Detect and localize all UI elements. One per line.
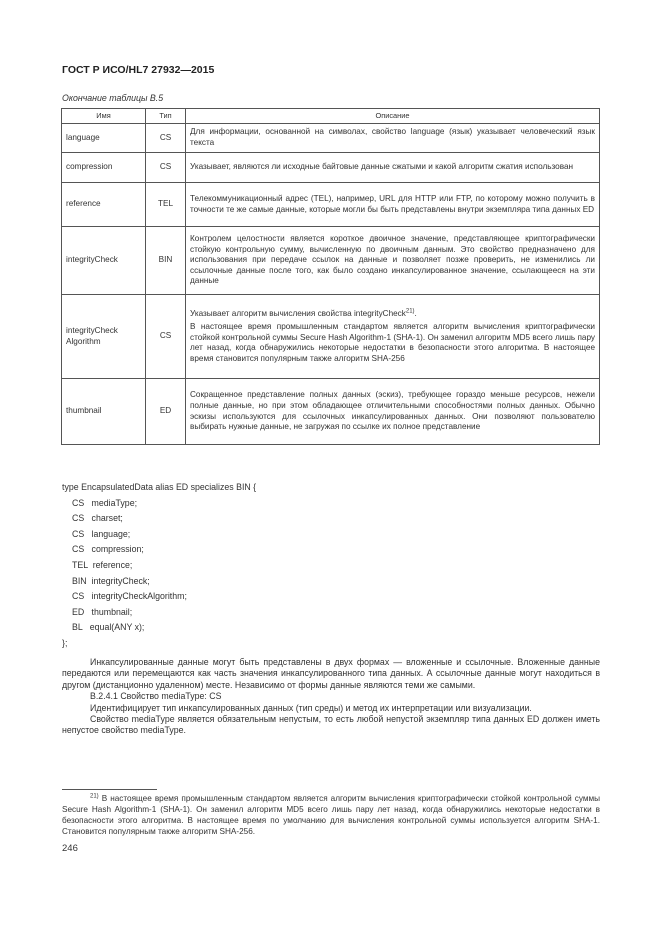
code-line: BL equal(ANY x); (72, 622, 145, 633)
table-row (62, 295, 600, 379)
document-header: ГОСТ Р ИСО/HL7 27932—2015 (62, 64, 215, 76)
cell-description (186, 227, 600, 295)
code-line: CS language; (72, 528, 131, 539)
description-text: Указывает алгоритм вычисления свойства integrityCheck$^{21)}$. (190, 307, 417, 318)
cell-description (186, 183, 600, 227)
description-text: Телекоммуникационный адрес (TEL), например, URL для HTTP или FTP, по которому можно получить в точности те же самые данные, которые могли бы быть представлены внутри экземпляра типа данных ED (190, 193, 595, 214)
body-text (62, 657, 600, 737)
column-header-name: Имя (62, 109, 146, 124)
code-line: ED thumbnail; (72, 606, 133, 617)
footnote-marker: 21) (90, 793, 99, 800)
properties-table (61, 108, 600, 445)
cell-name: language (62, 124, 146, 153)
page-number: 246 (62, 843, 78, 854)
code-line: CS integrityCheckAlgorithm; (72, 591, 187, 602)
table-row (62, 124, 600, 153)
code-line: TEL reference; (72, 559, 133, 570)
column-header-description: Описание (186, 109, 600, 124)
table-caption: Окончание таблицы В.5 (62, 93, 164, 103)
code-line: CS mediaType; (72, 497, 138, 508)
cell-description (186, 124, 600, 153)
table-row (62, 227, 600, 295)
code-line: BIN integrityCheck; (72, 575, 150, 586)
cell-type: BIN (146, 227, 186, 295)
type-definition-code (62, 480, 256, 652)
cell-name: reference (62, 183, 146, 227)
description-text: Указывает, являются ли исходные байтовые данные сжатыми и какой алгоритм сжатия использован (190, 162, 574, 172)
cell-type: ED (146, 379, 186, 445)
paragraph: Идентифицирует тип инкапсулированных данных (тип среды) и метод их интерпретации или визуализации. (90, 702, 532, 713)
cell-description (186, 295, 600, 379)
description-text: В настоящее время промышленным стандартом является алгоритм вычисления криптографически стойкой контрольной суммы Secure Hash Algorithm-1 (SHA-1). Он заменил алгоритм MD5 всего лишь пару лет назад, когда обнаружились некоторые недостатки в безопасности этого алгоритма. В настоящее время становится популярным также алгоритм SHA-256 (190, 322, 595, 363)
description-text: Для информации, основанной на символах, свойство language (язык) указывает человеческий язык текста (190, 127, 595, 147)
code-line: CS compression; (72, 544, 144, 555)
description-text: Сокращенное представление полных данных (эскиз), требующее гораздо меньше ресурсов, нежели полные данные, но при этом обладающее отличительными способностями полных данных. Обычно эскизы используются для ссылочных инкапсулированных данных. Они позволяют пользователю выбирать нужные данные, не загружая по ссылке их полное представление (190, 390, 595, 432)
code-line: }; (62, 637, 68, 648)
cell-name: integrityCheck Algorithm (62, 295, 146, 379)
cell-name: thumbnail (62, 379, 146, 445)
footnote-divider (62, 789, 157, 790)
cell-name: integrityCheck (62, 227, 146, 295)
cell-type: CS (146, 295, 186, 379)
paragraph: Свойство mediaType является обязательным непустым, то есть любой непустой экземпляр типа данных ED должен иметь непустое свойство mediaType. (62, 714, 600, 736)
cell-type: TEL (146, 183, 186, 227)
table-row (62, 379, 600, 445)
description-text: Контролем целостности является короткое двоичное значение, представляющее криптографически стойкую контрольную сумму, вычисленную по двоичным данным. Это свойство предназначено для использования при передаче ссылок на данные и позволяет позже проверить, не изменились ли ссылочные данные после того, как было создано инкапсулированное значение, ссылающееся на эти данные (190, 234, 595, 286)
code-line: type EncapsulatedData alias ED specializes BIN { (62, 482, 257, 492)
table-row (62, 183, 600, 227)
description-text-span: Указывает алгоритм вычисления свойства integrityCheck (190, 308, 406, 318)
cell-description (186, 153, 600, 183)
cell-type: CS (146, 124, 186, 153)
footnote-reference[interactable]: 21) (405, 307, 415, 314)
table-header-row (62, 109, 600, 124)
footnote (62, 793, 600, 837)
cell-type: CS (146, 153, 186, 183)
footnote-text: В настоящее время промышленным стандартом является алгоритм вычисления криптографически стойкой контрольной суммы Secure Hash Algorithm-1 (SHA-1). Он заменил алгоритм MD5 всего лишь пару лет назад, когда обнаружились некоторые недостатки в безопасности этого алгоритма. В настоящее время по умолчанию для вычисления контрольной суммы используется алгоритм SHA-1. Становится популярным также алгоритм SHA-256. (62, 794, 600, 836)
paragraph: Инкапсулированные данные могут быть представлены в двух формах — вложенные и ссылочные. Вложенные данные передаются или перемещаются как часть значения инкапсулированного типа данных. А ссылочные данные могут находиться в другом (дистанционно удаленном) месте. Независимо от формы данные являются теми же самыми. (62, 657, 600, 690)
section-heading: B.2.4.1 Свойство mediaType: CS (90, 691, 222, 702)
table-row (62, 153, 600, 183)
cell-description (186, 379, 600, 445)
column-header-type: Тип (146, 109, 186, 124)
code-line: CS charset; (72, 513, 123, 524)
cell-name: compression (62, 153, 146, 183)
